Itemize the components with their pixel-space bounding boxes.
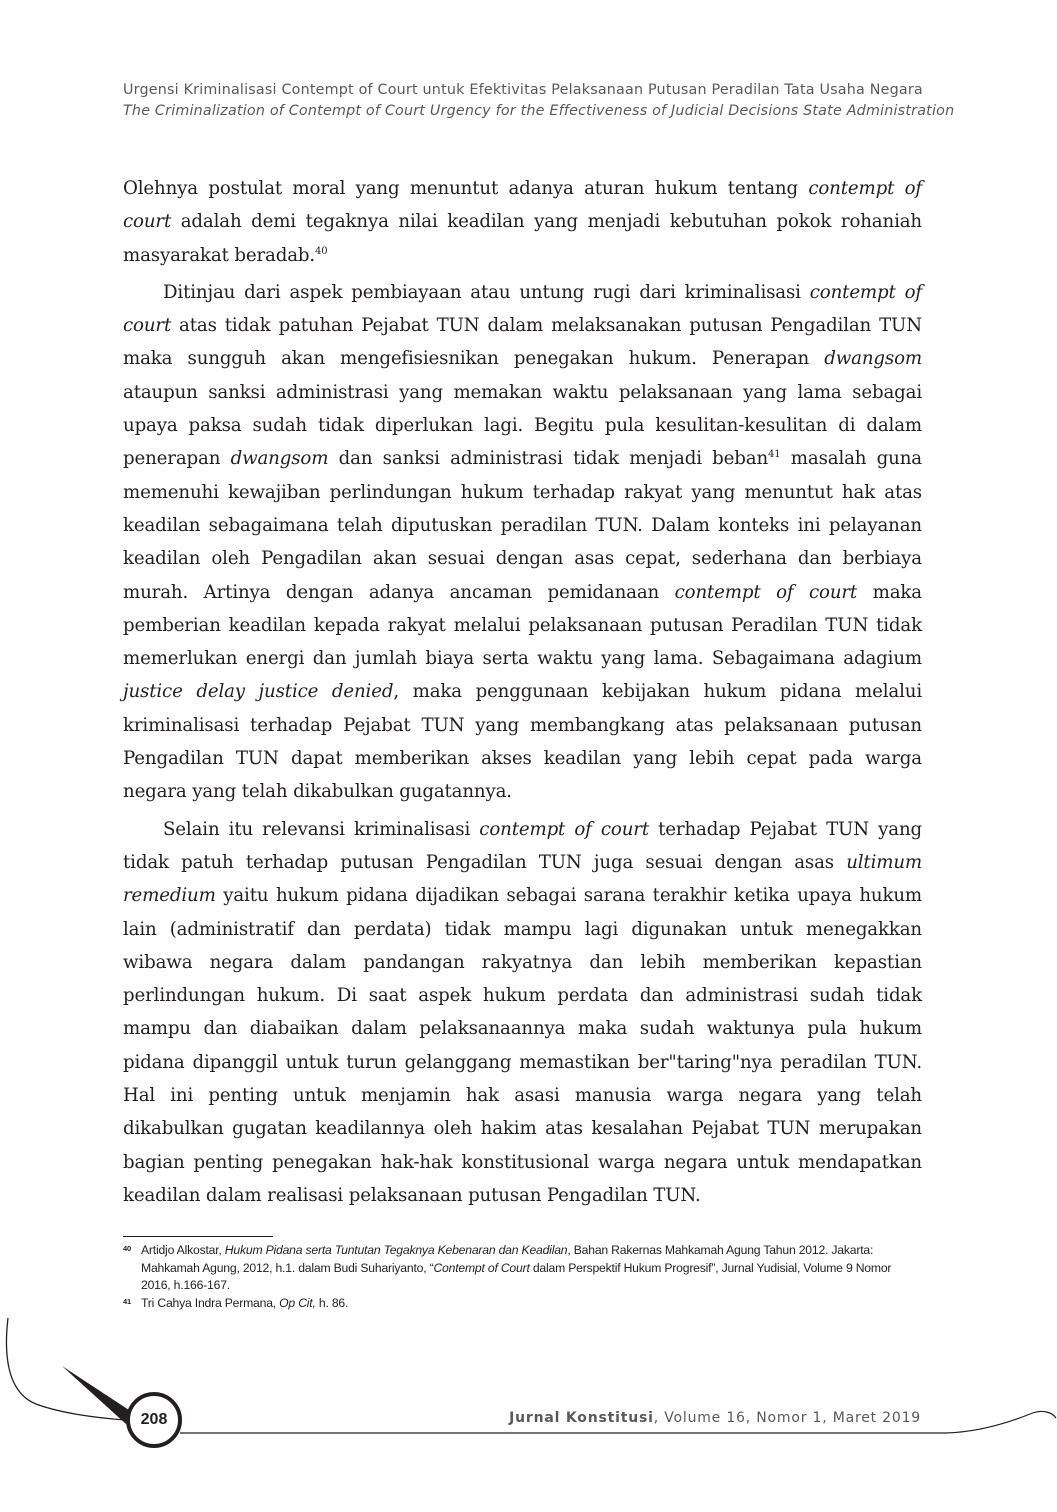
- footnote-separator: [123, 1236, 273, 1237]
- text-run: , Bahan Rakernas Mahkamah Agung Tahun 2012. Jakarta: Mahkamah Agung, 2012, h.1. dalam Budi Suhariyanto, “: [141, 1243, 874, 1275]
- italic-title: Hukum Pidana serta Tuntutan Tegaknya Kebenaran dan Keadilan: [224, 1243, 568, 1257]
- italic-term: dwangsom: [230, 448, 329, 470]
- header-title-english: The Criminalization of Contempt of Court Urgency for the Effectiveness of Judicial Decisions State Administration: [123, 103, 955, 119]
- running-header: [123, 80, 955, 122]
- footer-swoosh: [946, 1411, 1056, 1433]
- body-text: [123, 172, 922, 1216]
- text-run: h. 86.: [315, 1295, 349, 1310]
- footer-decoration: [0, 1310, 1057, 1470]
- page-pointer-shape: [62, 1366, 132, 1424]
- text-run: masalah guna memenuhi kewajiban perlindungan hukum terhadap rakyat yang menuntut hak atas keadilan sebagaimana telah diputuskan peradilan TUN. Dalam konteks ini pelayanan keadilan oleh Pengadilan akan sesuai dengan asas cepat, sederhana dan berbiaya murah. Artinya dengan adanya ancaman pemidanaan: [123, 448, 922, 603]
- text-run: maka pemberian keadilan kepada rakyat melalui pelaksanaan putusan Peradilan TUN tidak memerlukan energi dan jumlah biaya serta waktu yang lama. Sebagaimana adagium: [123, 581, 922, 670]
- paragraph-1: [123, 172, 922, 272]
- text-run: atas tidak patuhan Pejabat TUN dalam melaksanakan putusan Pengadilan TUN maka sungguh akan mengefisiesnikan penegakan hukum. Penerapan: [123, 315, 922, 370]
- italic-term: justice delay justice denied: [123, 681, 394, 703]
- italic-title: Op Cit,: [279, 1295, 316, 1310]
- journal-issue: , Volume 16, Nomor 1, Maret 2019: [653, 1410, 921, 1426]
- journal-name: Jurnal Konstitusi: [509, 1410, 654, 1426]
- header-title-indonesian: Urgensi Kriminalisasi Contempt of Court untuk Efektivitas Pelaksanaan Putusan Peradilan Tata Usaha Negara: [123, 82, 923, 98]
- paragraph-2: [123, 276, 922, 809]
- journal-citation: [509, 1410, 921, 1426]
- footnote-ref: 41: [768, 449, 781, 461]
- text-run: Artidjo Alkostar,: [141, 1243, 225, 1257]
- text-run: Olehnya postulat moral yang menuntut adanya aturan hukum tentang: [123, 178, 809, 199]
- paragraph-3: [123, 813, 922, 1213]
- page-number: 208: [140, 1411, 168, 1428]
- footnote-ref: 40: [315, 245, 328, 257]
- italic-term: contempt of court: [123, 178, 922, 233]
- italic-term: ultimum remedium: [123, 851, 922, 907]
- italic-term: dwangsom: [824, 348, 922, 370]
- italic-term: contempt of court: [479, 818, 649, 840]
- footnote-number: 40: [123, 1244, 131, 1253]
- text-run: Tri Cahya Indra Permana,: [141, 1295, 280, 1310]
- italic-title: Contempt of Court: [433, 1260, 530, 1275]
- text-run: terhadap Pejabat TUN yang tidak patuh terhadap putusan Pengadilan TUN juga sesuai dengan asas: [123, 818, 922, 873]
- footnotes: [123, 1242, 923, 1312]
- footnote-number: 41: [123, 1296, 131, 1306]
- italic-term: contempt of court: [123, 281, 922, 337]
- text-run: yaitu hukum pidana dijadikan sebagai sarana terakhir ketika upaya hukum lain (administratif dan perdata) tidak mampu lagi digunakan untuk menegakkan wibawa negara dalam pandangan rakyatnya dan lebih memberikan kepastian perlindungan hukum. Di saat aspek hukum perdata dan administrasi sudah tidak mampu dan diabaikan dalam pelaksanaannya maka sudah waktunya pula hukum pidana dipanggil untuk turun gelanggang memastikan ber"taring"nya peradilan TUN. Hal ini penting untuk menjamin hak asasi manusia warga negara yang telah dikabulkan gugatan keadilannya oleh hakim atas kesalahan Pejabat TUN merupakan bagian penting penegakan hak-hak konstitusional warga negara untuk mendapatkan keadilan dalam realisasi pelaksanaan putusan Pengadilan TUN.: [123, 885, 922, 1206]
- text-run: dan sanksi administrasi tidak menjadi beban: [328, 448, 769, 470]
- text-run: adalah demi tegaknya nilai keadilan yang menjadi kebutuhan pokok rohaniah masyarakat beradab.: [123, 211, 922, 266]
- italic-term: contempt of court: [674, 581, 858, 603]
- footnote-40: [123, 1242, 923, 1295]
- text-run: Ditinjau dari aspek pembiayaan atau untung rugi dari kriminalisasi: [163, 281, 810, 303]
- text-run: Selain itu relevansi kriminalisasi: [163, 818, 480, 840]
- text-run: , maka penggunaan kebijakan hukum pidana melalui kriminalisasi terhadap Pejabat TUN yang membangkang atas pelaksanaan putusan Pengadilan TUN dapat memberikan akses keadilan yang lebih cepat pada warga negara yang telah dikabulkan gugatannya.: [123, 681, 922, 803]
- text-run: ataupun sanksi administrasi yang memakan waktu pelaksanaan yang lama sebagai upaya paksa sudah tidak diperlukan lagi. Begitu pula kesulitan-kesulitan di dalam penerapan: [123, 381, 922, 470]
- text-run: dalam Perspektif Hukum Progresif”, Jurnal Yudisial, Volume 9 Nomor 2016, h.166-167.: [141, 1260, 892, 1292]
